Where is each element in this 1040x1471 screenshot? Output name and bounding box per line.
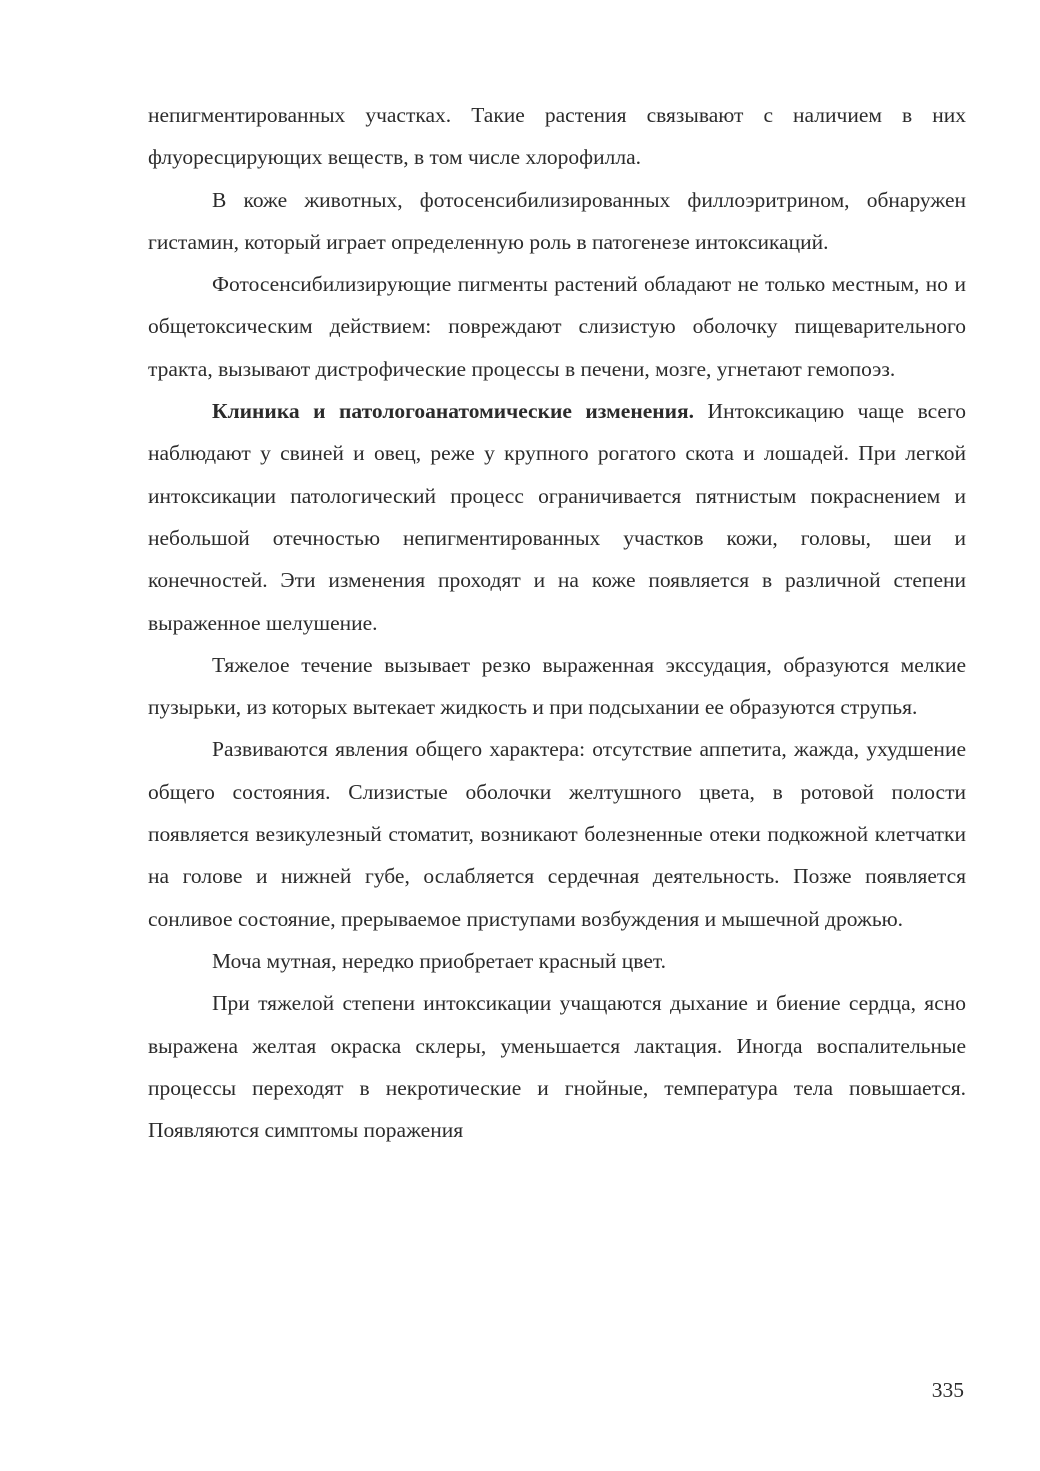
page-body (148, 94, 966, 1151)
paragraph (148, 390, 966, 644)
paragraph (148, 728, 966, 939)
page-number: 335 (931, 1378, 964, 1402)
paragraph (148, 94, 966, 179)
paragraph-text: Тяжелое течение вызывает резко выраженная экссудация, образуются мелкие пузырьки, из которых вытекает жидкость и при подсыхании ее образуются струпья. (148, 652, 966, 720)
paragraph-text: непигментированных участках. Такие растения связывают с наличием в них флуоресцирующих веществ, в том числе хлорофилла. (148, 103, 966, 170)
paragraph-text: Фотосенсибилизирующие пигменты растений обладают не только местным, но и общетоксическим действием: повреждают слизистую оболочку пищеварительного тракта, вызывают дистрофические процессы в печени, мозге, угнетают гемопоэз. (148, 272, 966, 381)
paragraph-text: В коже животных, фотосенсибилизированных филлоэритрином, обнаружен гистамин, который играет определенную роль в патогенезе интоксикаций. (148, 187, 966, 254)
paragraph (148, 179, 966, 264)
paragraph-text: При тяжелой степени интоксикации учащаются дыхание и биение сердца, ясно выражена желтая окраска склеры, уменьшается лактация. Иногда воспалительные процессы переходят в некротические и гнойные, температура тела повышается. Появляются симптомы поражения (148, 991, 966, 1143)
paragraph (148, 644, 966, 729)
paragraph-text: Моча мутная, нередко приобретает красный цвет. (212, 948, 667, 973)
paragraph-text: Интоксикацию чаще всего наблюдают у свиней и овец, реже у крупного рогатого скота и лошадей. При легкой интоксикации патологический процесс ограничивается пятнистым покраснением и небольшой отечностью непигментированных участков кожи, головы, шеи и конечностей. Эти изменения проходят и на коже появляется в различной степени выраженное шелушение. (148, 399, 967, 635)
paragraph (148, 982, 966, 1151)
paragraph-text: Развиваются явления общего характера: отсутствие аппетита, жажда, ухудшение общего состояния. Слизистые оболочки желтушного цвета, в ротовой полости появляется везикулезный стоматит, возникают болезненные отеки подкожной клетчатки на голове и нижней губе, ослабляется сердечная деятельность. Позже появляется сонливое состояние, прерываемое приступами возбуждения и мышечной дрожью. (148, 737, 966, 931)
paragraph (148, 263, 966, 390)
paragraph (148, 940, 966, 982)
section-heading: Клиника и патологоанатомические изменения. (212, 399, 695, 424)
